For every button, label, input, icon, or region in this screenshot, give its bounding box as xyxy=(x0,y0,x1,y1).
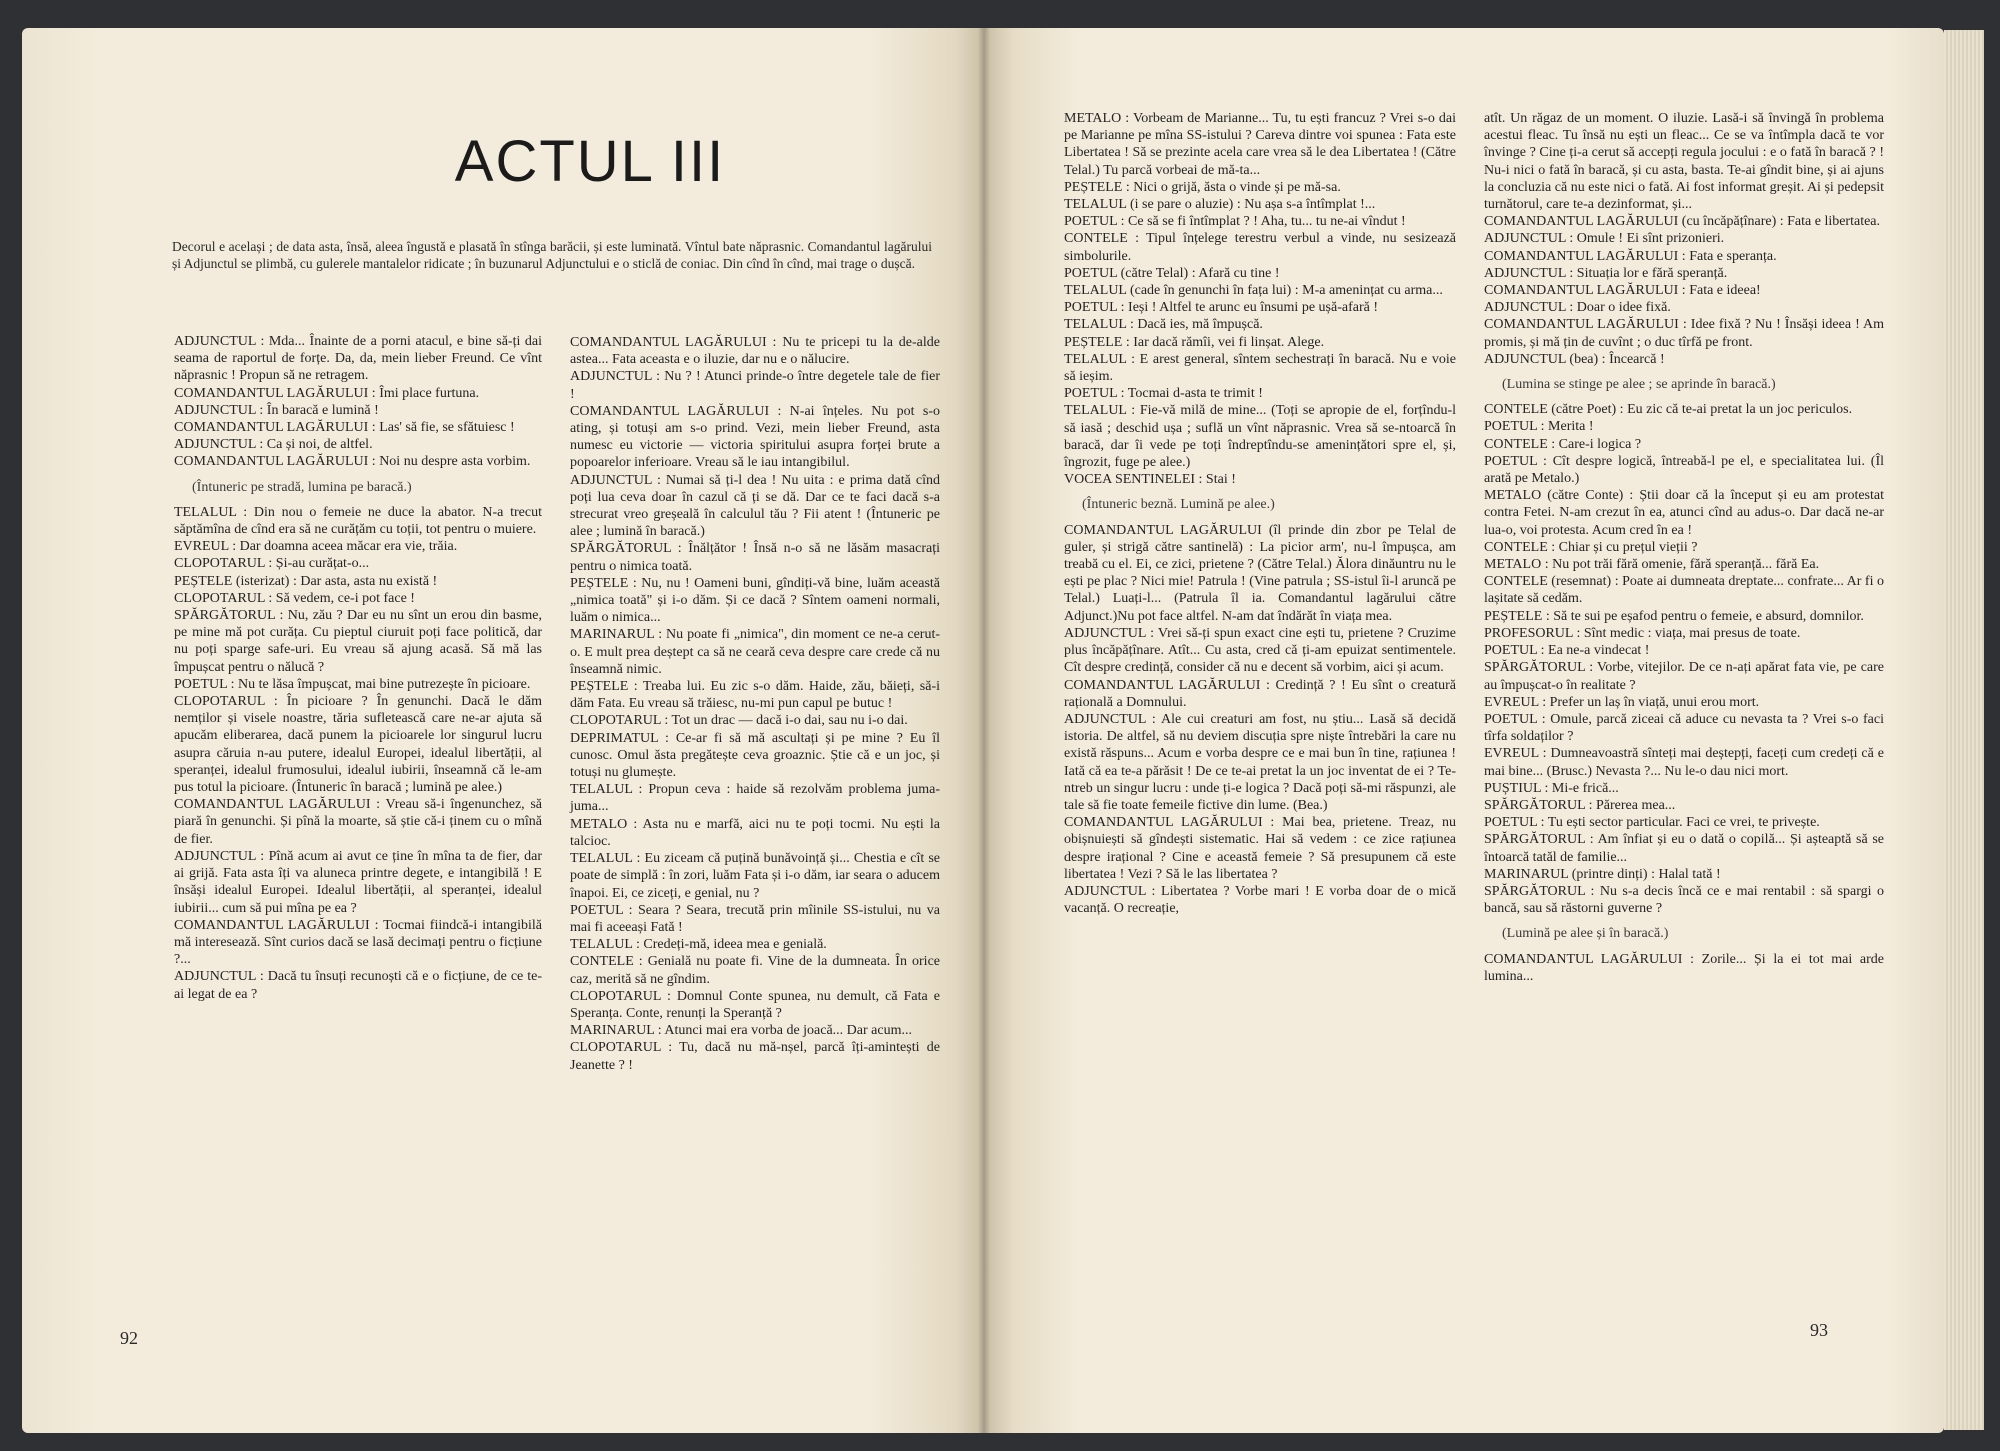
dialogue-paragraph: CONTELE : Tipul înțelege terestru verbul a vinde, nu sesizează simbolurile. xyxy=(1064,231,1456,264)
dialogue-paragraph: (Întuneric pe stradă, lumina pe baracă.) xyxy=(192,479,412,495)
dialogue-paragraph: SPĂRGĂTORUL : Părerea mea... xyxy=(1484,797,1676,813)
dialogue-paragraph: PEȘTELE : Nici o grijă, ăsta o vinde și pe mă-sa. xyxy=(1064,179,1341,195)
dialogue-paragraph: MARINARUL : Nu poate fi „nimica", din moment ce ne-a cerut-o. E mult prea deștept ca să ne ceară ceva despre care crede că nu înseamnă nimic. xyxy=(570,627,940,677)
dialogue-paragraph: CONTELE : Chiar și cu prețul vieții ? xyxy=(1484,539,1698,555)
dialogue-paragraph: PEȘTELE : Treaba lui. Eu zic s-o dăm. Haide, zău, băieți, să-i dăm Fata. Eu vreau să trăiesc, nu-mi pun capul pe butuc ! xyxy=(570,679,940,712)
dialogue-paragraph: COMANDANTUL LAGĂRULUI : Nu te pricepi tu la de-alde astea... Fata aceasta e o iluzie, dar nu e o nălucire. xyxy=(570,335,940,368)
dialogue-paragraph: PEȘTELE : Iar dacă rămîi, vei fi linșat. Alege. xyxy=(1064,334,1325,350)
dialogue-paragraph: POETUL : Ce să se fi întîmplat ? ! Aha, tu... tu ne-ai vîndut ! xyxy=(1064,214,1406,230)
dialogue-paragraph: TELALUL (i se pare o aluzie) : Nu așa s-a întîmplat !... xyxy=(1064,197,1376,213)
right-column-1 xyxy=(1064,110,1456,917)
dialogue-paragraph: COMANDANTUL LAGĂRULUI : Las' să fie, se sfătuiesc ! xyxy=(174,420,515,436)
dialogue-paragraph: ADJUNCTUL : În baracă e lumină ! xyxy=(174,402,379,418)
dialogue-paragraph: EVREUL : Dar doamna aceea măcar era vie, trăia. xyxy=(174,539,458,555)
dialogue-paragraph: TELALUL : Fie-vă milă de mine... (Toți se apropie de el, forțîndu-l să iasă ; deschid ușa ; suflă un vînt năprasnic. Vrea să se-ntoarcă în baracă, dar îi vede pe toți îndreptîndu-se amenințători spre el, și, îngrozit, fuge pe alee.) xyxy=(1064,403,1456,471)
dialogue-paragraph: ADJUNCTUL : Pînă acum ai avut ce ține în mîna ta de fier, dar ai grijă. Fata asta îți va aluneca printre degete, e intangibilă ! E însăși idealul Europei. Idealul libertății, al speranței, idealul iubirii... cum să pui mîna pe ea ? xyxy=(174,848,542,916)
dialogue-paragraph: ADJUNCTUL : Nu ? ! Atunci prinde-o între degetele tale de fier ! xyxy=(570,369,940,402)
dialogue-paragraph: COMANDANTUL LAGĂRULUI (cu încăpățînare) : Fata e libertatea. xyxy=(1484,214,1881,230)
dialogue-paragraph: SPĂRGĂTORUL : Nu, zău ? Dar eu nu sînt un erou din basme, pe mine mă pot curăța. Cu pieptul ciuruit poți face politică, dar nu poți sparge safe-uri. Eu vreau să ajung acasă. Să mă las împușcat pentru o nălucă ? xyxy=(174,608,542,675)
dialogue-paragraph: COMANDANTUL LAGĂRULUI : Îmi place furtuna. xyxy=(174,385,480,401)
dialogue-paragraph: CONTELE (către Poet) : Eu zic că te-ai pretat la un joc periculos. xyxy=(1484,402,1853,418)
dialogue-paragraph: TELALUL : E arest general, sîntem sechestrați în baracă. Nu e voie să ieșim. xyxy=(1064,351,1456,385)
dialogue-paragraph: CONTELE (resemnat) : Poate ai dumneata dreptate... confrate... Ar fi o lașitate să cedăm. xyxy=(1484,574,1884,607)
dialogue-paragraph: COMANDANTUL LAGĂRULUI : N-ai înțeles. Nu pot s-o ating, și totuși am s-o prind. Vezi, mein lieber Freund, asta numesc eu victorie — victoria spiritului asupra forței brute a popoarelor inferioare. Vreau să le iau intangibilul. xyxy=(570,403,940,471)
dialogue-paragraph: ADJUNCTUL : Omule ! Ei sînt prizonieri. xyxy=(1484,231,1725,247)
dialogue-paragraph: TELALUL : Propun ceva : haide să rezolvăm problema juma-juma... xyxy=(570,782,940,815)
dialogue-paragraph: (Întuneric beznă. Lumină pe alee.) xyxy=(1082,497,1275,513)
dialogue-paragraph: POETUL : Omule, parcă ziceai că aduce cu nevasta ta ? Vrei s-o faci tîrfa soldaților ? xyxy=(1484,711,1884,745)
dialogue-paragraph: COMANDANTUL LAGĂRULUI : Mai bea, prietene. Treaz, nu obișnuiești să gîndești sistematic. Hai să vedem : ce zice rațiunea despre irațional ? Cine e această femeie ? Să presupunem că este libertatea ! Vezi ? Să le las libertatea ? xyxy=(1064,815,1456,882)
stage-direction-intro: Decorul e același ; de data asta, însă, aleea îngustă e plasată în stînga barăcii, și este luminată. Vîntul bate năprasnic. Comandantul lagărului și Adjunctul se plimbă, cu gulerele mantalelor ridicate ; în buzunarul Adjunctului e o sticlă de coniac. Din cînd în cînd, mai trage o dușcă. xyxy=(172,239,932,271)
dialogue-paragraph: TELALUL : Dacă ies, mă împușcă. xyxy=(1064,317,1263,333)
dialogue-paragraph: POETUL : Tu ești sector particular. Faci ce vrei, te privește. xyxy=(1484,815,1820,831)
dialogue-paragraph: COMANDANTUL LAGĂRULUI : Fata e ideea! xyxy=(1484,283,1761,299)
dialogue-paragraph: COMANDANTUL LAGĂRULUI : Tocmai fiindcă-i intangibilă mă interesează. Sînt curios dacă se lasă decimați pentru o ficțiune ?... xyxy=(174,917,542,968)
left-column-1 xyxy=(174,333,542,1003)
dialogue-paragraph: ADJUNCTUL : Vrei să-ți spun exact cine ești tu, prietene ? Cruzime plus încăpățînare. Atît... Cu asta, cred că ți-am epuizat sentimentele. Cît despre credință, consider că nu e decent să vorbim, aici și acum. xyxy=(1064,625,1456,676)
dialogue-paragraph: COMANDANTUL LAGĂRULUI : Credință ? ! Eu sînt o creatură rațională a Domnului. xyxy=(1064,677,1456,710)
dialogue-paragraph: TELALUL (cade în genunchi în fața lui) : M-a amenințat cu arma... xyxy=(1064,283,1443,299)
page-number-left: 92 xyxy=(120,1328,138,1348)
dialogue-paragraph: ADJUNCTUL : Ca și noi, de altfel. xyxy=(174,437,373,453)
dialogue-paragraph: SPĂRGĂTORUL : Nu s-a decis încă ce e mai rentabil : să spargi o bancă, sau să răstorni guverne ? xyxy=(1484,883,1884,917)
dialogue-paragraph: METALO : Asta nu e marfă, aici nu te poți tocmi. Nu ești la talcioc. xyxy=(570,816,940,849)
dialogue-paragraph: (Lumină pe alee și în baracă.) xyxy=(1502,926,1669,942)
dialogue-paragraph: ADJUNCTUL : Ale cui creaturi am fost, nu știu... Lasă să decidă istoria. De altfel, să nu deviem discuția spre niște întrebări la care nu există răspuns... Acum e vorba despre ce e mai bun în tine, rațiunea ! Iată că ea te-a părăsit ! De ce te-ai pretat la un joc inventat de ei ? Te-ntreb un singur lucru : unde ți-e logica ? Dacă poți să-mi răspunzi, ale tale să fie toate femeile fictive din lume. (Bea.) xyxy=(1064,711,1456,813)
dialogue-paragraph: CLOPOTARUL : În picioare ? În genunchi. Dacă le dăm nemților și visele noastre, tăria sufletească care ne-ar ajuta să apucăm eliberarea, dacă punem la picioarele lor singurul lucru asupra căruia n-au putere, idealul Europei, idealul libertății, al speranței, idealul frumosului, idealul iubirii, înseamnă că le-am pus totul la picioare. (Întuneric în baracă ; lumină pe alee.) xyxy=(174,694,542,796)
dialogue-paragraph: atît. Un răgaz de un moment. O iluzie. Lasă-i să învingă în problema acestui fleac. Tu însă nu ești un fleac... Ce se va întîmpla dacă te vor învinge ? Cine ți-a cerut să accepți regula jocului : e o fată în baracă ? ! Nu-i nici o fată în baracă, și cu asta, basta. Te-ai gîndit bine, și ai ajuns la concluzia că nu este nici o fată. Ai fost informat greșit. Ai și pedepsit turnătorul, care te-a dezinformat, și... xyxy=(1484,111,1884,213)
dialogue-paragraph: POETUL : Tocmai d-asta te trimit ! xyxy=(1064,386,1263,402)
dialogue-paragraph: METALO : Nu pot trăi fără omenie, fără speranță... fără Ea. xyxy=(1484,557,1820,573)
right-column-2 xyxy=(1484,110,1884,985)
dialogue-paragraph: PEȘTELE : Să te sui pe eșafod pentru o femeie, e absurd, domnilor. xyxy=(1484,608,1864,624)
dialogue-paragraph: CLOPOTARUL : Să vedem, ce-i pot face ! xyxy=(174,590,415,606)
dialogue-paragraph: ADJUNCTUL (bea) : Încearcă ! xyxy=(1484,351,1665,367)
page-edges xyxy=(1944,30,1984,1430)
dialogue-paragraph: POETUL : Merita ! xyxy=(1484,419,1594,435)
dialogue-paragraph: CLOPOTARUL : Tu, dacă nu mă-nșel, parcă îți-amintești de Jeanette ? ! xyxy=(570,1040,940,1073)
dialogue-paragraph: POETUL : Cît despre logică, întreabă-l pe el, e specialitatea lui. (Îl arată pe Metalo.) xyxy=(1484,453,1884,487)
left-page xyxy=(22,28,984,1433)
dialogue-paragraph: PEȘTELE (isterizat) : Dar asta, asta nu există ! xyxy=(174,573,438,589)
dialogue-paragraph: ADJUNCTUL : Mda... Înainte de a porni atacul, e bine să-ți dai seama de raportul de forțe. Da, da, mein lieber Freund. Ce vînt năprasnic ! Propun să ne retragem. xyxy=(174,334,542,384)
dialogue-paragraph: MARINARUL (printre dinți) : Halal tată ! xyxy=(1484,866,1721,882)
dialogue-paragraph: CLOPOTARUL : Și-au curățat-o... xyxy=(174,556,370,572)
dialogue-paragraph: COMANDANTUL LAGĂRULUI : Noi nu despre asta vorbim. xyxy=(174,454,531,470)
dialogue-paragraph: POETUL : Ieși ! Altfel te arunc eu însumi pe ușă-afară ! xyxy=(1064,300,1378,316)
left-column-2 xyxy=(570,334,940,1074)
dialogue-paragraph: CLOPOTARUL : Domnul Conte spunea, nu demult, că Fata e Speranța. Conte, renunți la Speranță ? xyxy=(570,988,940,1021)
dialogue-paragraph: TELALUL : Credeți-mă, ideea mea e genială. xyxy=(570,937,827,953)
dialogue-paragraph: METALO : Vorbeam de Marianne... Tu, tu ești francuz ? Vrei s-o dai pe Marianne pe mîna SS-istului ? Careva dintre voi spunea : Fata este Libertatea ! Să se prezinte acela care vrea să le dea Libertatea ! (Către Telal.) Tu parcă vorbeai de mă-ta... xyxy=(1064,111,1456,178)
dialogue-paragraph: ADJUNCTUL : Doar o idee fixă. xyxy=(1484,300,1671,316)
dialogue-paragraph: ADJUNCTUL : Numai să ți-l dea ! Nu uita : e prima dată cînd poți lua ceva doar în cazul că ți se dă. Dar ce te faci dacă s-a strecurat vreo greșeală în calculul tău ? Fii atent ! (Întuneric pe alee ; lumină în baracă.) xyxy=(570,472,940,540)
dialogue-paragraph: CLOPOTARUL : Tot un drac — dacă i-o dai, sau nu i-o dai. xyxy=(570,713,908,729)
dialogue-paragraph: COMANDANTUL LAGĂRULUI : Fata e speranța. xyxy=(1484,248,1777,264)
act-title: ACTUL III xyxy=(454,129,726,194)
dialogue-paragraph: VOCEA SENTINELEI : Stai ! xyxy=(1064,472,1236,488)
dialogue-paragraph: COMANDANTUL LAGĂRULUI (îl prinde din zbor pe Telal de guler, și strigă către santinelă) : La picior arm', nu-l împușca, am treabă cu el. Ei, ce zici, prietene ? (Către Telal.) Ălora dinăuntru nu le ești pe plac ? Nici mie! Patrula ! (Vine patrula ; SS-istul îi-l aruncă pe Telal.) Luați-l... (Patrula îl ia. Comandantul lagărului către Adjunct.)Nu pot face altfel. N-am dat îndărăt în viața mea. xyxy=(1064,522,1456,624)
dialogue-paragraph: ADJUNCTUL : Libertatea ? Vorbe mari ! E vorba doar de o mică vacanță. O recreație, xyxy=(1064,883,1456,917)
dialogue-paragraph: MARINARUL : Atunci mai era vorba de joacă... Dar acum... xyxy=(570,1023,912,1039)
dialogue-paragraph: CONTELE : Genială nu poate fi. Vine de la dumneata. În orice caz, merită să ne gîndim. xyxy=(570,954,940,987)
dialogue-paragraph: (Lumina se stinge pe alee ; se aprinde în baracă.) xyxy=(1502,377,1776,393)
dialogue-paragraph: COMANDANTUL LAGĂRULUI : Idee fixă ? Nu ! Însăși ideea ! Am promis, și mă țin de cuvînt ; o duc tîrfă pe front. xyxy=(1484,317,1884,350)
dialogue-paragraph: CONTELE : Care-i logica ? xyxy=(1484,436,1642,452)
dialogue-paragraph: POETUL : Ea ne-a vindecat ! xyxy=(1484,643,1650,659)
dialogue-paragraph: DEPRIMATUL : Ce-ar fi să mă ascultați și pe mine ? Eu îl cunosc. Omul ăsta pregătește ceva groaznic. Știe că e un joc, și totuși nu glumește. xyxy=(570,730,940,781)
dialogue-paragraph: TELALUL : Din nou o femeie ne duce la abator. N-a trecut săptămîna de cînd era să ne curățăm cu toții, tot pentru o muiere. xyxy=(174,504,542,538)
dialogue-paragraph: PEȘTELE : Nu, nu ! Oameni buni, gîndiți-vă bine, luăm această „nimica toată" și i-o dăm. Și ce dacă ? Sîntem oameni normali, luăm o nimica... xyxy=(570,575,940,626)
dialogue-paragraph: ADJUNCTUL : Situația lor e fără speranță. xyxy=(1484,265,1728,281)
right-page xyxy=(984,28,1944,1433)
dialogue-paragraph: POETUL (către Telal) : Afară cu tine ! xyxy=(1064,265,1280,281)
dialogue-paragraph: COMANDANTUL LAGĂRULUI : Zorile... Și la ei tot mai arde lumina... xyxy=(1484,951,1884,984)
page-number-right: 93 xyxy=(1810,1320,1828,1340)
dialogue-paragraph: METALO (către Conte) : Știi doar că la început și eu am protestat contra Fetei. N-am crezut în ea, atunci cînd au adus-o. Dar dacă ne-ar lua-o, voi protesta. Acum cred în ea ! xyxy=(1484,488,1884,538)
dialogue-paragraph: TELALUL : Eu ziceam că puțină bunăvoință și... Chestia e cît se poate de simplă : în zori, luăm Fata și i-o dăm, iar seara o aducem înapoi. Ei, ce ziceți, e genial, nu ? xyxy=(570,851,940,901)
dialogue-paragraph: PUȘTIUL : Mi-e frică... xyxy=(1484,780,1619,796)
dialogue-paragraph: SPĂRGĂTORUL : Vorbe, vitejilor. De ce n-ați apărat fata vie, pe care au împușcat-o în realitate ? xyxy=(1484,660,1884,693)
dialogue-paragraph: SPĂRGĂTORUL : Am înfiat și eu o dată o copilă... Și așteaptă să se întoarcă tatăl de familie... xyxy=(1484,832,1884,865)
dialogue-paragraph: POETUL : Nu te lăsa împușcat, mai bine putrezește în picioare. xyxy=(174,676,531,692)
dialogue-paragraph: SPĂRGĂTORUL : Înălțător ! Însă n-o să ne lăsăm masacrați pentru o nimica toată. xyxy=(570,541,940,574)
dialogue-paragraph: EVREUL : Dumneavoastră sînteți mai deștepți, faceți cum credeți că e mai bine... (Brusc.) Nevasta ?... Nu le-o dau nici mort. xyxy=(1484,746,1884,779)
dialogue-paragraph: ADJUNCTUL : Dacă tu însuți recunoști că e o ficțiune, de ce te-ai legat de ea ? xyxy=(174,969,542,1002)
right-columns xyxy=(984,110,1944,1360)
book-spine-shadow xyxy=(978,28,990,1433)
dialogue-paragraph: COMANDANTUL LAGĂRULUI : Vreau să-i îngenunchez, să piară în genunchi. Și pînă la moarte, să știe că-i ținem cu o mînă de fier. xyxy=(174,797,542,847)
dialogue-paragraph: POETUL : Seara ? Seara, trecută prin mîinile SS-istului, nu va mai fi aceeași Fată ! xyxy=(570,902,940,935)
dialogue-paragraph: EVREUL : Prefer un laș în viață, unui erou mort. xyxy=(1484,694,1760,710)
dialogue-paragraph: PROFESORUL : Sînt medic : viața, mai presus de toate. xyxy=(1484,625,1801,641)
